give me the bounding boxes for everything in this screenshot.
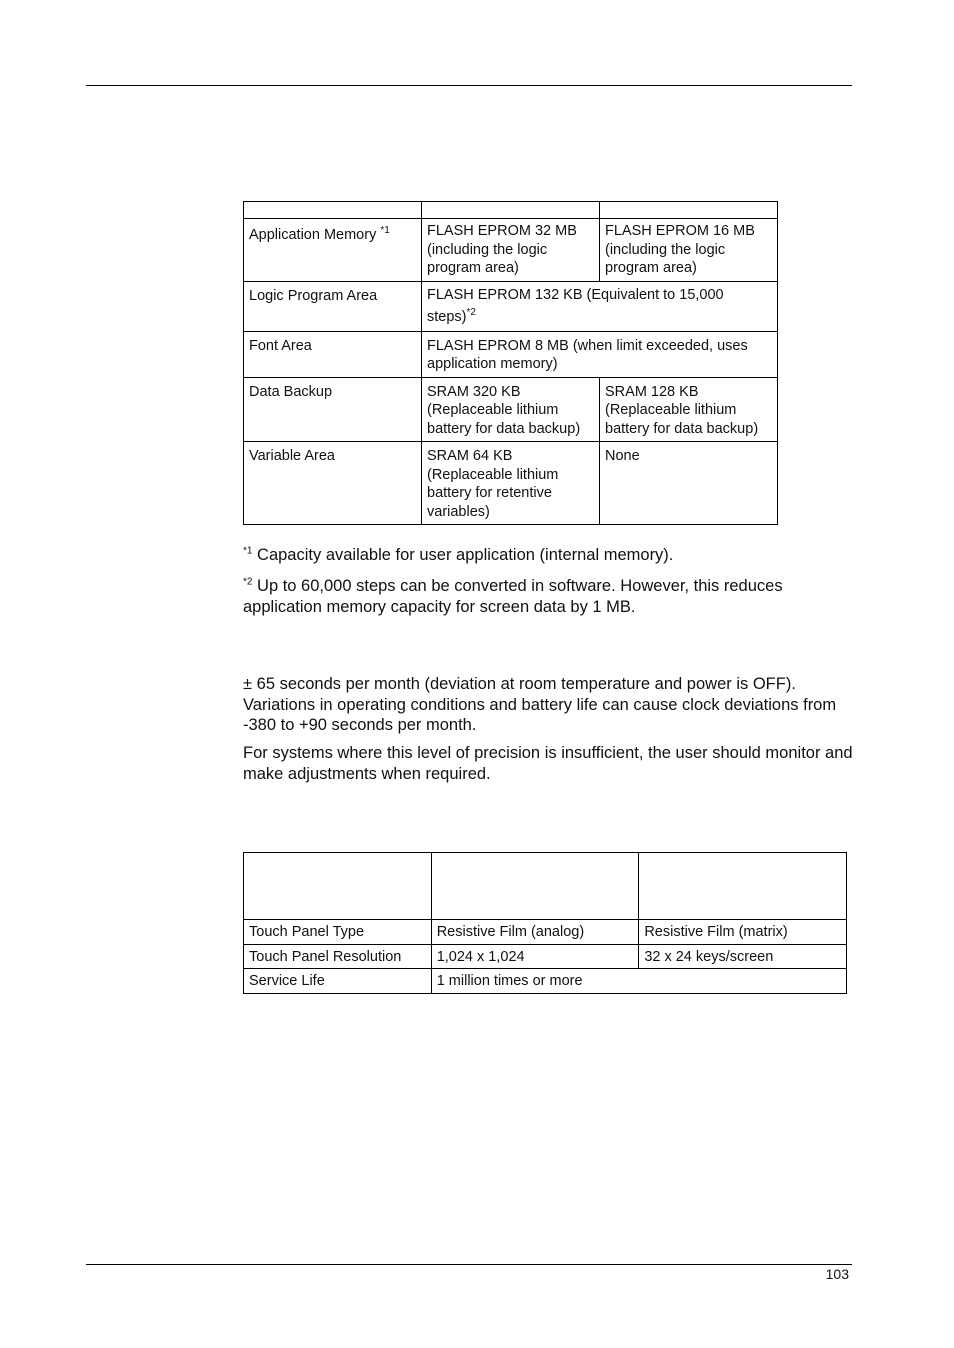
table-header-row — [244, 853, 847, 920]
footnote-mark: *1 — [243, 545, 253, 557]
footnote-ref: *1 — [380, 225, 390, 237]
table-cell: 32 x 24 keys/screen — [639, 944, 847, 969]
memory-spec-table — [243, 201, 778, 525]
row-label: Touch Panel Type — [244, 920, 432, 945]
row-label: Logic Program Area — [244, 281, 422, 331]
header-cell — [422, 202, 600, 219]
row-label: Service Life — [244, 969, 432, 994]
row-label: Application Memory $^{*1}$ — [244, 219, 422, 282]
table-row — [244, 442, 778, 525]
table-header-row — [244, 202, 778, 219]
page-number: 103 — [825, 1266, 849, 1282]
header-cell — [431, 853, 639, 920]
row-label: Variable Area — [244, 442, 422, 525]
table-cell: FLASH EPROM 8 MB (when limit exceeded, uses application memory) — [422, 331, 778, 377]
header-cell — [600, 202, 778, 219]
table-cell: FLASH EPROM 132 KB (Equivalent to 15,000 steps)$^{*2}$ — [422, 281, 778, 331]
clock-accuracy-paragraph: ± 65 seconds per month (deviation at room temperature and power is OFF). Variations in operating conditions and battery life can cause clock deviations from -380 to +90 seconds per month. — [243, 675, 837, 734]
table-row — [244, 331, 778, 377]
table-cell: Resistive Film (analog) — [431, 920, 639, 945]
row-label: Touch Panel Resolution — [244, 944, 432, 969]
table-cell: SRAM 320 KB (Replaceable lithium battery for data backup) — [422, 377, 600, 442]
footnote-1: $^{*1}$ Capacity available for user application (internal memory). — [243, 545, 674, 564]
table-cell: 1 million times or more — [431, 969, 846, 994]
table-row — [244, 944, 847, 969]
table-cell: None — [600, 442, 778, 525]
footer-rule — [86, 1264, 852, 1265]
header-cell — [244, 853, 432, 920]
table-row — [244, 377, 778, 442]
footnote-mark: *2 — [243, 576, 253, 588]
table-cell: 1,024 x 1,024 — [431, 944, 639, 969]
table-cell: FLASH EPROM 16 MB (including the logic program area) — [600, 219, 778, 282]
footnote-2: $^{*2}$ Up to 60,000 steps can be converted in software. However, this reduces application memory capacity for screen data by 1 MB. — [243, 576, 783, 616]
table-cell: Resistive Film (matrix) — [639, 920, 847, 945]
table-cell: SRAM 128 KB (Replaceable lithium battery for data backup) — [600, 377, 778, 442]
header-cell — [244, 202, 422, 219]
table-row — [244, 920, 847, 945]
table-row — [244, 969, 847, 994]
header-rule — [86, 85, 852, 86]
table-cell: SRAM 64 KB (Replaceable lithium battery for retentive variables) — [422, 442, 600, 525]
header-cell — [639, 853, 847, 920]
row-label: Font Area — [244, 331, 422, 377]
footnote-ref: *2 — [466, 306, 476, 318]
row-label: Data Backup — [244, 377, 422, 442]
table-row — [244, 281, 778, 331]
touch-panel-spec-table — [243, 852, 847, 994]
table-row — [244, 219, 778, 282]
clock-adjustment-paragraph: For systems where this level of precision is insufficient, the user should monitor and make adjustments when required. — [243, 744, 853, 783]
table-cell: FLASH EPROM 32 MB (including the logic program area) — [422, 219, 600, 282]
